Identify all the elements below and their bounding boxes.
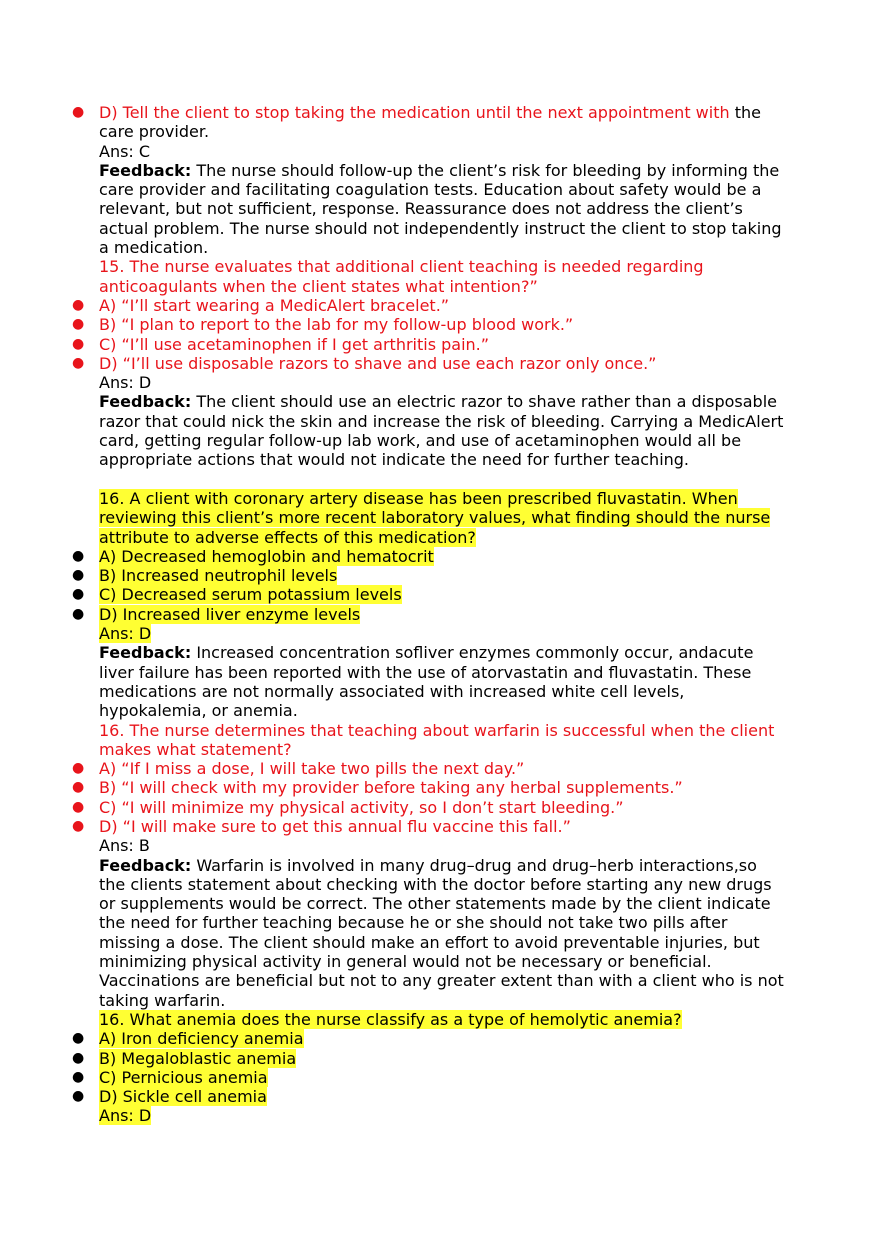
option-text: A) Iron deficiency anemia	[99, 1029, 304, 1049]
bullet-icon: ●	[72, 798, 85, 815]
option-line	[0, 566, 880, 585]
bullet-icon: ●	[72, 1068, 85, 1085]
option-continuation: care provider.	[99, 122, 210, 142]
bullet-icon: ●	[72, 1088, 85, 1105]
feedback-text: Vaccinations are beneficial but not to any greater extent than with a client who is not	[99, 971, 784, 991]
option-line	[0, 103, 880, 122]
option-line	[0, 1049, 880, 1068]
bullet-icon: ●	[72, 547, 85, 564]
option-text: D) Tell the client to stop taking the medication until the next appointment with	[99, 103, 730, 122]
answer-line	[0, 1106, 880, 1125]
option-text: D) “I’ll use disposable razors to shave and use each razor only once.”	[99, 353, 657, 373]
question-line	[0, 257, 880, 276]
question-line	[0, 528, 880, 547]
option-line	[0, 296, 880, 315]
option-text: D) “I will make sure to get this annual flu vaccine this fall.”	[99, 816, 571, 836]
question-text: 16. What anemia does the nurse classify as a type of hemolytic anemia?	[99, 1009, 682, 1029]
feedback-line	[0, 682, 880, 701]
answer-line	[0, 142, 880, 161]
option-text: A) Decreased hemoglobin and hematocrit	[99, 546, 434, 566]
bullet-icon: ●	[72, 586, 85, 603]
feedback-line	[0, 875, 880, 894]
option-text: B) “I will check with my provider before taking any herbal supplements.”	[99, 778, 683, 798]
feedback-text: the need for further teaching because he or she should not take two pills after	[99, 913, 728, 933]
answer-text: Ans: D	[99, 1106, 152, 1126]
option-text: A) “If I miss a dose, I will take two pills the next day.”	[99, 759, 525, 779]
question-line	[0, 508, 880, 527]
option-line	[0, 1068, 880, 1087]
option-line	[0, 354, 880, 373]
bullet-icon: ●	[72, 1049, 85, 1066]
feedback-line	[0, 219, 880, 238]
feedback-line	[0, 701, 880, 720]
feedback-line	[0, 663, 880, 682]
feedback-text: taking warfarin.	[99, 990, 226, 1010]
option-text: D) Increased liver enzyme levels	[99, 604, 361, 624]
feedback-line	[0, 412, 880, 431]
option-text: C) “I will minimize my physical activity, so I don’t start bleeding.”	[99, 797, 624, 817]
feedback-text: The client should use an electric razor to shave rather than a disposable	[196, 392, 777, 412]
option-text: B) Increased neutrophil levels	[99, 566, 338, 586]
option-line	[0, 798, 880, 817]
feedback-text: card, getting regular follow-up lab work, and use of acetaminophen would all be	[99, 431, 742, 451]
question-text: 16. The nurse determines that teaching about warfarin is successful when the client	[99, 720, 775, 740]
feedback-text: minimizing physical activity in general would not be necessary or beneficial.	[99, 952, 712, 972]
answer-line	[0, 373, 880, 392]
bullet-icon: ●	[72, 1030, 85, 1047]
bullet-icon: ●	[72, 316, 85, 333]
feedback-text: razor that could nick the skin and increase the risk of bleeding. Carrying a MedicAlert	[99, 411, 784, 431]
feedback-label: Feedback:	[99, 160, 192, 180]
feedback-text: relevant, but not sufficient, response. Reassurance does not address the client’s	[99, 199, 743, 219]
feedback-line	[0, 392, 880, 411]
question-text: makes what statement?	[99, 739, 292, 759]
feedback-text: appropriate actions that would not indicate the need for further teaching.	[99, 450, 690, 470]
feedback-line	[0, 856, 880, 875]
feedback-label: Feedback:	[99, 855, 192, 875]
feedback-line	[0, 450, 880, 469]
option-text: B) Megaloblastic anemia	[99, 1048, 297, 1068]
option-text: C) Decreased serum potassium levels	[99, 585, 402, 605]
option-text: A) “I’ll start wearing a MedicAlert bracelet.”	[99, 295, 450, 315]
feedback-text: a medication.	[99, 238, 209, 258]
bullet-icon: ●	[72, 817, 85, 834]
answer-line	[0, 624, 880, 643]
feedback-line	[0, 952, 880, 971]
question-text: anticoagulants when the client states what intention?”	[99, 276, 538, 296]
question-text: 16. A client with coronary artery disease has been prescribed fluvastatin. When	[99, 488, 738, 508]
option-line	[0, 778, 880, 797]
feedback-line	[0, 894, 880, 913]
question-line	[0, 740, 880, 759]
feedback-text: Warfarin is involved in many drug–drug and drug–herb interactions,so	[196, 855, 757, 875]
feedback-line	[0, 180, 880, 199]
feedback-text: The nurse should follow-up the client’s risk for bleeding by informing the	[196, 160, 780, 180]
bullet-icon: ●	[72, 335, 85, 352]
option-line	[0, 315, 880, 334]
feedback-text: actual problem. The nurse should not independently instruct the client to stop taking	[99, 218, 782, 238]
question-line	[0, 1010, 880, 1029]
answer-line	[0, 836, 880, 855]
option-line	[0, 585, 880, 604]
option-line	[0, 547, 880, 566]
feedback-line	[0, 643, 880, 662]
document-page	[0, 103, 880, 1126]
feedback-line	[0, 991, 880, 1010]
feedback-text: liver failure has been reported with the use of atorvastatin and fluvastatin. These	[99, 662, 752, 682]
feedback-text: or supplements would be correct. The other statements made by the client indicate	[99, 894, 771, 914]
option-text: B) “I plan to report to the lab for my follow-up blood work.”	[99, 315, 574, 335]
option-line	[0, 605, 880, 624]
answer-text: Ans: C	[99, 141, 151, 161]
question-line	[0, 277, 880, 296]
feedback-text: the clients statement about checking with the doctor before starting any new drugs	[99, 874, 772, 894]
blank-line	[0, 470, 880, 489]
text-line	[0, 122, 880, 141]
option-line	[0, 335, 880, 354]
feedback-line	[0, 238, 880, 257]
feedback-line	[0, 161, 880, 180]
option-text: C) Pernicious anemia	[99, 1067, 268, 1087]
option-line	[0, 759, 880, 778]
feedback-text: Increased concentration sofliver enzymes commonly occur, andacute	[196, 643, 754, 663]
bullet-icon: ●	[72, 104, 85, 120]
feedback-text: care provider and facilitating coagulation tests. Education about safety would be a	[99, 180, 762, 200]
feedback-text: missing a dose. The client should make an effort to avoid preventable injuries, but	[99, 932, 760, 952]
feedback-line	[0, 199, 880, 218]
answer-text: Ans: D	[99, 624, 152, 644]
question-line	[0, 489, 880, 508]
feedback-text: hypokalemia, or anemia.	[99, 701, 298, 721]
feedback-line	[0, 431, 880, 450]
feedback-label: Feedback:	[99, 392, 192, 412]
feedback-line	[0, 913, 880, 932]
bullet-icon: ●	[72, 760, 85, 777]
bullet-icon: ●	[72, 296, 85, 313]
option-line	[0, 1029, 880, 1048]
feedback-label: Feedback:	[99, 643, 192, 663]
option-text-tail: the	[734, 103, 761, 122]
bullet-icon: ●	[72, 779, 85, 796]
feedback-text: medications are not normally associated with increased white cell levels,	[99, 681, 685, 701]
option-text: D) Sickle cell anemia	[99, 1087, 267, 1107]
answer-text: Ans: B	[99, 836, 150, 856]
question-line	[0, 721, 880, 740]
question-text: attribute to adverse effects of this medication?	[99, 527, 476, 547]
option-text: C) “I’ll use acetaminophen if I get arthritis pain.”	[99, 334, 490, 354]
option-line	[0, 1087, 880, 1106]
option-line	[0, 817, 880, 836]
answer-text: Ans: D	[99, 373, 152, 393]
question-text: reviewing this client’s more recent laboratory values, what finding should the nurse	[99, 508, 771, 528]
feedback-line	[0, 971, 880, 990]
bullet-icon: ●	[72, 605, 85, 622]
question-text: 15. The nurse evaluates that additional client teaching is needed regarding	[99, 257, 704, 277]
bullet-icon: ●	[72, 354, 85, 371]
bullet-icon: ●	[72, 567, 85, 584]
feedback-line	[0, 933, 880, 952]
